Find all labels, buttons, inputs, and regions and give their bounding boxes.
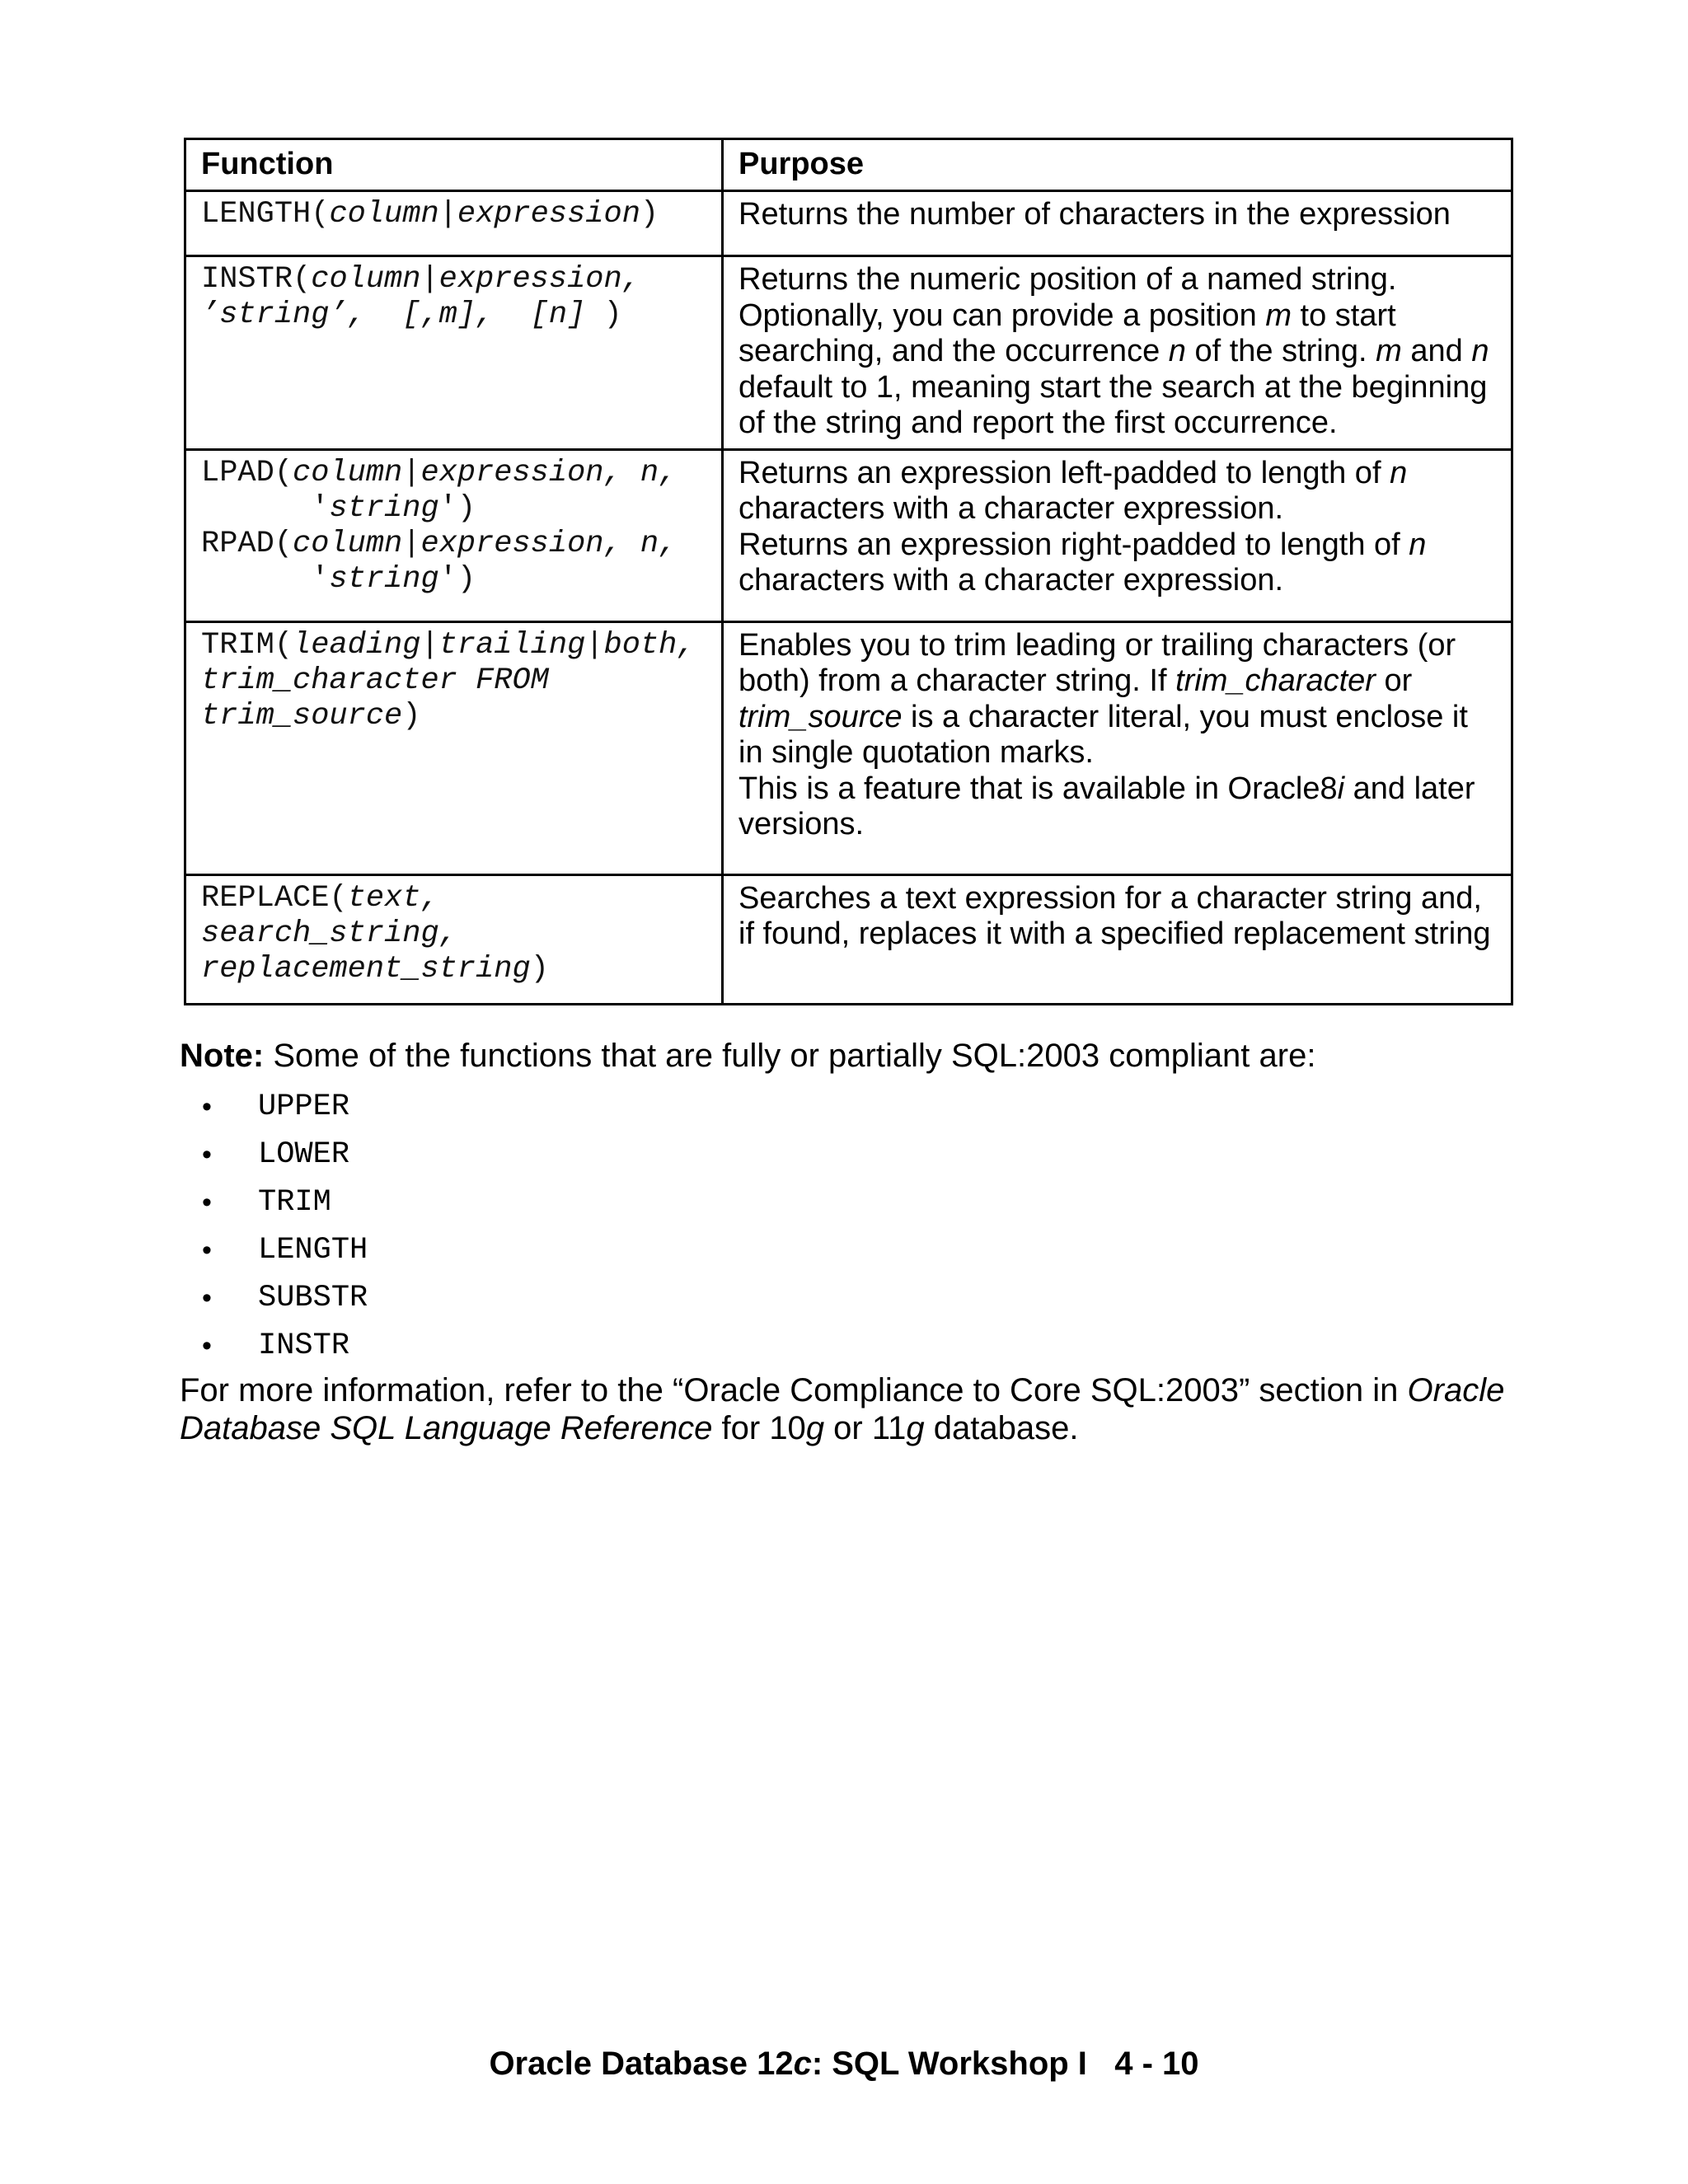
header-function: Function [185, 139, 723, 191]
purpose-instr: Returns the numeric position of a named string. Optionally, you can provide a position m to start searching, and the occurrence n of the string. m and n default to 1, meaning start the search at the beginning of the string and report the first occurrence. [723, 256, 1512, 450]
purpose-length: Returns the number of characters in the expression [723, 191, 1512, 256]
bullet: • [202, 1282, 212, 1314]
function-replace: REPLACE(text, search_string, replacement_string) [185, 874, 723, 1004]
bullet: • [202, 1187, 212, 1218]
table-row [185, 191, 1512, 256]
more-info-paragraph: For more information, refer to the “Oracle Compliance to Core SQL:2003” section in Oracle Database SQL Language Reference for 10g or 11g database. [180, 1372, 1505, 1446]
bullet: • [202, 1139, 212, 1170]
list-item: • LENGTH [202, 1226, 368, 1274]
function-instr: INSTR(column|expression, ’string’, [,m], [n] ) [185, 256, 723, 450]
functions-table [184, 138, 1513, 1005]
list-item: • LOWER [202, 1131, 368, 1179]
header-purpose: Purpose [723, 139, 1512, 191]
note-label: Note: [180, 1038, 265, 1074]
table-row [185, 874, 1512, 1004]
table-row [185, 449, 1512, 621]
purpose-lpad-rpad: Returns an expression left-padded to length of n characters with a character expression. Returns an expression right-padded to length of n characters with a character expression. [723, 449, 1512, 621]
list-item: • SUBSTR [202, 1274, 368, 1322]
function-trim: TRIM(leading|trailing|both, trim_character FROM trim_source) [185, 621, 723, 874]
list-item: • INSTR [202, 1322, 368, 1370]
table-header-row [185, 139, 1512, 191]
note-text: Some of the functions that are fully or partially SQL:2003 compliant are: [264, 1038, 1316, 1074]
bullet: • [202, 1330, 212, 1361]
note-paragraph [180, 1037, 1515, 1075]
table-row [185, 621, 1512, 874]
purpose-replace: Searches a text expression for a character string and, if found, replaces it with a specified replacement string [723, 874, 1512, 1004]
table-row [185, 256, 1512, 450]
bullet: • [202, 1091, 212, 1122]
page-footer: Oracle Database 12c: SQL Workshop I 4 - 10 [489, 2046, 1199, 2082]
function-length: LENGTH(column|expression) [185, 191, 723, 256]
list-item: • UPPER [202, 1083, 368, 1131]
purpose-trim: Enables you to trim leading or trailing characters (or both) from a character string. If trim_character or trim_source is a character literal, you must enclose it in single quotation marks. This is a feature that is available in Oracle8i and later versions. [723, 621, 1512, 874]
compliant-functions-list [202, 1083, 368, 1370]
function-lpad-rpad: LPAD(column|expression, n, 'string') RPAD(column|expression, n, 'string') [185, 449, 723, 621]
list-item: • TRIM [202, 1179, 368, 1226]
bullet: • [202, 1235, 212, 1266]
